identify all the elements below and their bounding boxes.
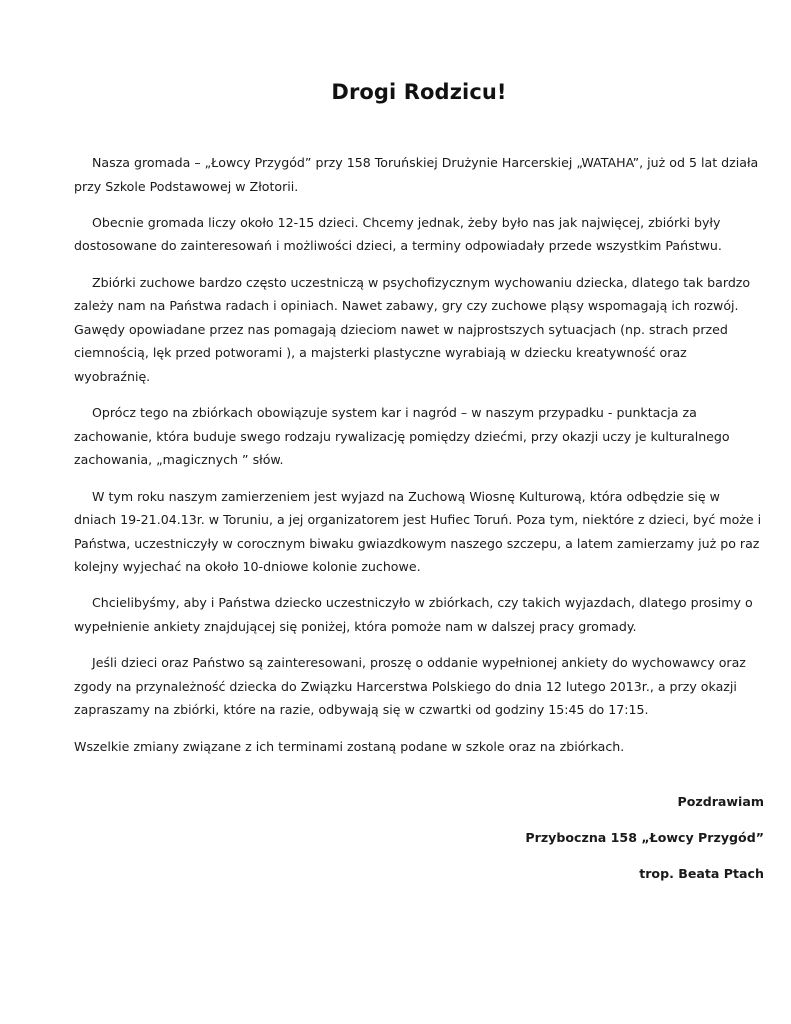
paragraph-changes: Wszelkie zmiany związane z ich terminami zostaną podane w szkole oraz na zbiórkach. bbox=[74, 738, 625, 754]
signature-greeting: Pozdrawiam bbox=[677, 794, 764, 809]
letter-body bbox=[74, 151, 764, 771]
signature-role: Przyboczna 158 „Łowcy Przygód” bbox=[525, 830, 764, 845]
signature-name: trop. Beata Ptach bbox=[639, 866, 764, 881]
paragraph-plans: W tym roku naszym zamierzeniem jest wyjazd na Zuchową Wiosnę Kulturową, która odbędzie się w dniach 19-21.04.13r. w Toruniu, a jej organizatorem jest Hufiec Toruń. Poza tym, niektóre z dzieci, być może i Państwa, uczestniczyły w corocznym biwaku gwiazdkowym naszego szczepu, a latem zamierzamy już po raz kolejny wyjechać na około 10-dniowe kolonie zuchowe. bbox=[74, 488, 762, 575]
letter-title: Drogi Rodzicu! bbox=[331, 80, 507, 104]
paragraph-intro: Nasza gromada – „Łowcy Przygód” przy 158 Toruńskiej Drużynie Harcerskiej „WATAHA”, już od 5 lat działa przy Szkole Podstawowej w Złotorii. bbox=[74, 155, 759, 194]
paragraph-deadline: Jeśli dzieci oraz Państwo są zainteresowani, proszę o oddanie wypełnionej ankiety do wychowawcy oraz zgody na przynależność dziecka do Związku Harcerstwa Polskiego do dnia 12 lutego 2013r., a przy okazji zapraszamy na zbiórki, które na razie, odbywają się w czwartki od godziny 15:45 do 17:15. bbox=[74, 655, 746, 718]
paragraph-meetings: Zbiórki zuchowe bardzo często uczestniczą w psychofizycznym wychowaniu dziecka, dlatego tak bardzo zależy nam na Państwa radach i opiniach. Nawet zabawy, gry czy zuchowe pląsy wspomagają ich rozwój. Gawędy opowiadane przez nas pomagają dzieciom nawet w najprostszych sytuacjach (np. strach przed ciemnością, lęk przed potworami ), a majsterki plastyczne wyrabiają w dziecku kreatywność oraz wyobraźnię. bbox=[74, 274, 751, 384]
paragraph-rewards: Oprócz tego na zbiórkach obowiązuje system kar i nagród – w naszym przypadku - punktacja za zachowanie, która buduje swego rodzaju rywalizację pomiędzy dziećmi, przy okazji uczy je kulturalnego zachowania, „magicznych ” słów. bbox=[74, 405, 730, 468]
paragraph-group-size: Obecnie gromada liczy około 12-15 dzieci. Chcemy jednak, żeby było nas jak najwięcej, zbiórki były dostosowane do zainteresowań i możliwości dzieci, a terminy odpowiadały przede wszystkim Państwu. bbox=[74, 214, 722, 254]
paragraph-survey: Chcielibyśmy, aby i Państwa dziecko uczestniczyło w zbiórkach, czy takich wyjazdach, dlatego prosimy o wypełnienie ankiety znajdującej się poniżej, która pomoże nam w dalszej pracy gromady. bbox=[74, 595, 753, 635]
